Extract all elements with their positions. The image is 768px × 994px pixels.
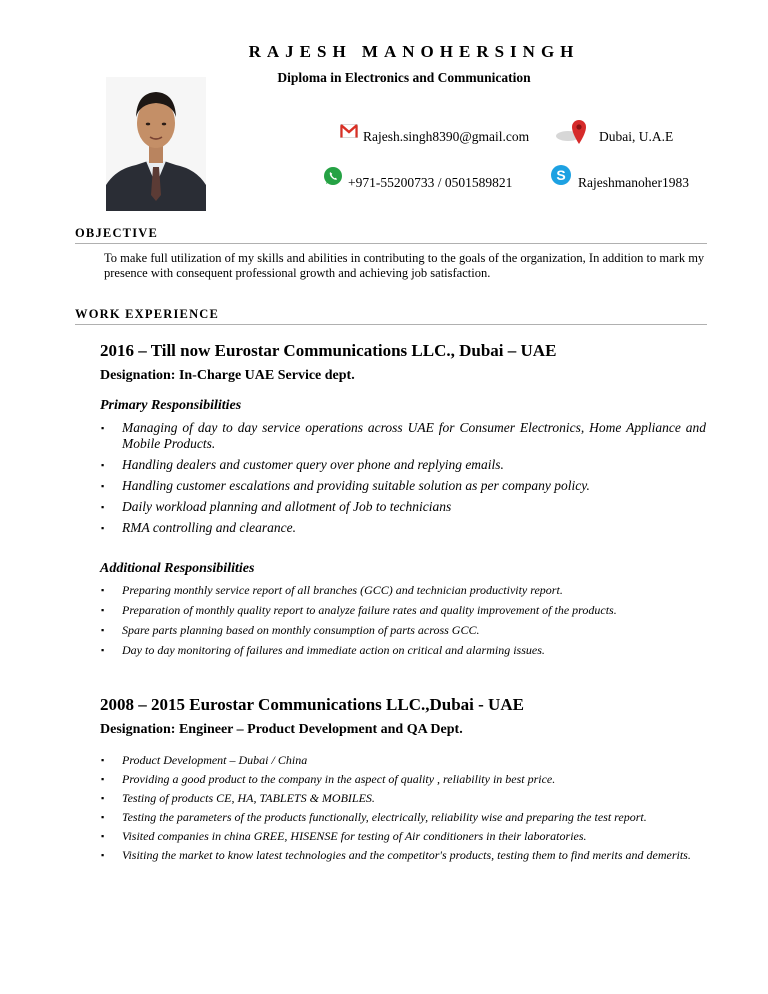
map-pin-icon: [555, 116, 589, 146]
list-item: ▪ Spare parts planning based on monthly consumption of parts across GCC.: [101, 623, 480, 637]
location-text: Dubai, U.A.E: [599, 129, 674, 144]
phone-text: +971-55200733 / 0501589821: [348, 175, 513, 190]
whatsapp-icon: [323, 166, 343, 186]
additional-responsibilities-list: [100, 583, 706, 663]
email-text: Rajesh.singh8390@gmail.com: [363, 129, 530, 144]
list-item: ▪ Visiting the market to know latest technologies and the competitor's products, testing them to find merits and demerits.: [101, 848, 691, 862]
skype-icon: [550, 164, 572, 186]
list-item: ▪ Managing of day to day service operations across UAE for Consumer Electronics, Home Appliance and Mobile Products.: [101, 420, 706, 451]
job-title-1: 2016 – Till now Eurostar Communications LLC., Dubai – UAE: [100, 341, 557, 360]
skype-id-text: Rajeshmanoher1983: [578, 175, 689, 190]
list-item: ▪ Providing a good product to the company in the aspect of quality , reliability in best price.: [101, 772, 556, 786]
engineer-duties-list: [100, 753, 706, 867]
primary-responsibilities-list: [100, 420, 706, 541]
job-title-2: 2008 – 2015 Eurostar Communications LLC.,Dubai - UAE: [100, 695, 524, 714]
list-item: ▪ Daily workload planning and allotment of Job to technicians: [101, 499, 452, 514]
qualification: Diploma in Electronics and Communication: [277, 70, 531, 85]
objective-heading: OBJECTIVE: [75, 226, 707, 244]
list-item: ▪ Testing the parameters of the products functionally, electrically, reliability wise and preparing the test report.: [101, 810, 647, 824]
additional-responsibilities-heading: Additional Responsibilities: [100, 561, 255, 576]
gmail-icon: [340, 124, 358, 138]
list-item: ▪ Visited companies in china GREE, HISENSE for testing of Air conditioners in their laboratories.: [101, 829, 587, 843]
objective-text: To make full utilization of my skills and abilities in contributing to the goals of the organization, In addition to mark my presence with consequent professional growth and achieving job satisfaction.: [104, 251, 705, 280]
list-item: ▪ Day to day monitoring of failures and immediate action on critical and alarming issues.: [101, 643, 545, 657]
list-item: ▪ Handling dealers and customer query over phone and replying emails.: [101, 457, 504, 472]
list-item: ▪ Handling customer escalations and providing suitable solution as per company policy.: [101, 478, 590, 493]
list-item: ▪ Testing of products CE, HA, TABLETS & MOBILES.: [101, 791, 375, 805]
designation-2: Designation: Engineer – Product Development and QA Dept.: [100, 722, 463, 737]
work-experience-heading: WORK EXPERIENCE: [75, 307, 707, 325]
primary-responsibilities-heading: Primary Responsibilities: [100, 398, 242, 413]
list-item: ▪ Product Development – Dubai / China: [101, 753, 308, 767]
profile-photo: [106, 77, 206, 211]
svg-text:S: S: [556, 167, 566, 183]
list-item: ▪ Preparing monthly service report of all branches (GCC) and technician productivity report.: [101, 583, 563, 597]
list-item: ▪ Preparation of monthly quality report to analyze failure rates and quality improvement of the products.: [101, 603, 617, 617]
designation-1: Designation: In-Charge UAE Service dept.: [100, 368, 355, 383]
candidate-name: RAJESH MANOHERSINGH: [248, 42, 580, 61]
list-item: ▪ RMA controlling and clearance.: [101, 520, 296, 535]
